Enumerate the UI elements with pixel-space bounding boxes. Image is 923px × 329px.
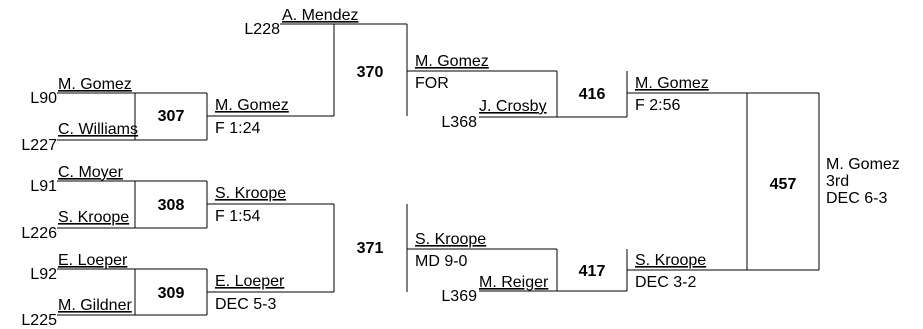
source-label: L91 — [30, 178, 57, 195]
wrestler-name: M. Gildner — [58, 297, 132, 314]
winner-name: S. Kroope — [215, 185, 287, 202]
match-result: DEC 3-2 — [635, 274, 697, 291]
match-result: F 1:24 — [215, 120, 261, 137]
source-label: L228 — [244, 21, 280, 38]
bout-number: 307 — [157, 108, 185, 125]
winner-name: E. Loeper — [215, 273, 285, 290]
match-result: MD 9-0 — [415, 253, 468, 270]
wrestler-name: A. Mendez — [282, 7, 359, 24]
match-result: DEC 5-3 — [215, 296, 277, 313]
source-label: L227 — [21, 137, 57, 154]
bout-457 — [747, 93, 900, 270]
source-label: L225 — [21, 312, 57, 329]
source-label: L226 — [21, 225, 57, 242]
match-result: DEC 6-3 — [826, 190, 888, 207]
winner-name: M. Gomez — [415, 53, 489, 70]
source-label: L92 — [30, 266, 57, 283]
final-winner-name: M. Gomez — [826, 156, 900, 173]
source-label: L369 — [441, 288, 477, 305]
wrestler-name: J. Crosby — [479, 98, 547, 115]
source-label: L368 — [441, 114, 477, 131]
bout-308 — [21, 164, 334, 242]
wrestler-name: M. Reiger — [479, 274, 549, 291]
bout-307 — [21, 76, 334, 154]
bout-number: 457 — [769, 176, 797, 193]
match-result: FOR — [415, 75, 449, 92]
bout-number: 417 — [578, 263, 606, 280]
wrestler-name: C. Moyer — [58, 164, 123, 181]
bout-number: 309 — [157, 285, 185, 302]
winner-name: S. Kroope — [415, 231, 487, 248]
bout-417 — [441, 249, 747, 305]
bout-number: 371 — [356, 240, 384, 257]
wrestler-name: E. Loeper — [58, 252, 128, 269]
winner-name: M. Gomez — [215, 97, 289, 114]
source-label: L90 — [30, 90, 57, 107]
wrestler-name: S. Kroope — [58, 209, 130, 226]
wrestler-name: C. Williams — [58, 121, 138, 138]
bout-416 — [441, 71, 747, 131]
bout-number: 416 — [578, 86, 606, 103]
bout-309 — [21, 252, 334, 329]
bout-number: 370 — [356, 64, 384, 81]
match-result: F 1:54 — [215, 208, 261, 225]
match-result: F 2:56 — [635, 97, 681, 114]
bout-number: 308 — [157, 197, 185, 214]
winner-name: S. Kroope — [635, 252, 707, 269]
final-place: 3rd — [826, 173, 850, 190]
wrestler-name: M. Gomez — [58, 76, 132, 93]
winner-name: M. Gomez — [635, 75, 709, 92]
